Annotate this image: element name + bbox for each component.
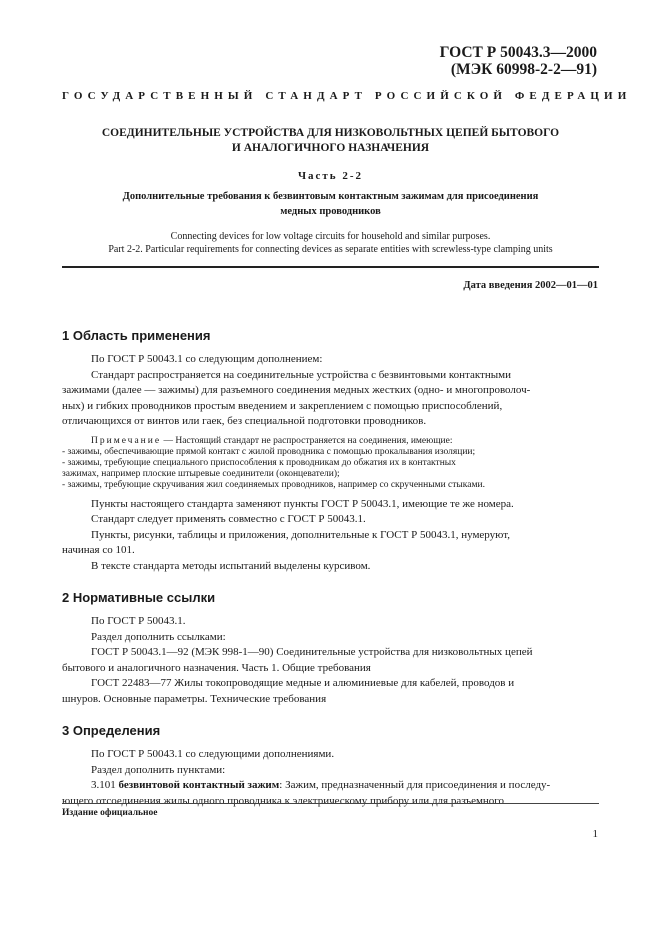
paragraph: По ГОСТ Р 50043.1 со следующим дополнением: <box>91 353 323 365</box>
paragraph: ГОСТ Р 50043.1—92 (МЭК 998-1—90) Соединительные устройства для низковольтных цепей <box>91 646 533 658</box>
paragraph: По ГОСТ Р 50043.1 со следующими дополнениями. <box>91 748 335 760</box>
subtitle-line-1: Дополнительные требования к безвинтовым контактным зажимам для присоединения <box>122 191 539 202</box>
definition-text: : Зажим, предназначенный для присоединения и последу- <box>279 779 551 791</box>
footer-divider <box>62 803 599 804</box>
page-number: 1 <box>592 828 598 840</box>
paragraph: ющего отсоединения жилы одного проводника к электрическому прибору или для разъемного <box>62 794 505 807</box>
section-2-heading: 2 Нормативные ссылки <box>62 590 216 605</box>
paragraph: По ГОСТ Р 50043.1. <box>91 615 186 627</box>
title-divider <box>62 266 599 268</box>
paragraph: ГОСТ 22483—77 Жилы токопроводящие медные и алюминиевые для кабелей, проводов и <box>91 677 515 689</box>
definition-number: 3.101 <box>91 779 119 791</box>
paragraph: Стандарт распространяется на соединительные устройства с безвинтовыми контактными <box>91 368 511 381</box>
note-item: зажимах, например плоские штыревые соединители (оконцеватели); <box>62 468 340 479</box>
paragraph: ных) и гибких проводников простым введением и закреплением с помощью приспособлений, <box>62 399 503 412</box>
standard-number: ГОСТ Р 50043.3—2000 <box>439 44 597 61</box>
paragraph: Раздел дополнить ссылками: <box>91 630 226 643</box>
english-title <box>62 230 599 256</box>
section-1-heading: 1 Область применения <box>62 328 211 343</box>
paragraph: зажимами (далее — зажимы) для разъемного соединения медных жестких (одно- и многопроволоч- <box>62 384 531 396</box>
note-label: Примечание <box>91 435 162 446</box>
note-item: - зажимы, обеспечивающие прямой контакт с жилой проводника с помощью прокалывания изоляции; <box>62 446 476 457</box>
paragraph: Раздел дополнить пунктами: <box>91 763 226 776</box>
title-line-2: И АНАЛОГИЧНОГО НАЗНАЧЕНИЯ <box>231 142 430 154</box>
standard-number-block <box>440 44 597 78</box>
note-item: - зажимы, требующие скручивания жил соединяемых проводников, например со скрученными стыками. <box>62 479 485 490</box>
part-label: Часть 2-2 <box>297 170 364 182</box>
paragraph: Пункты, рисунки, таблицы и приложения, дополнительные к ГОСТ Р 50043.1, нумеруют, <box>91 528 510 541</box>
english-title-line-2: Part 2-2. Particular requirements for connecting devices as separate entities with screwless-type clamping units <box>108 244 553 255</box>
paragraph: бытового и аналогичного назначения. Часть 1. Общие требования <box>62 661 371 674</box>
definition-term: безвинтовой контактный зажим <box>118 779 280 791</box>
section-3-heading: 3 Определения <box>62 723 161 738</box>
document-title <box>62 126 599 156</box>
official-edition-label: Издание официальное <box>62 808 158 818</box>
paragraph: Пункты настоящего стандарта заменяют пункты ГОСТ Р 50043.1, имеющие те же номера. <box>91 497 514 510</box>
paragraph: начиная со 101. <box>62 544 135 556</box>
subtitle-line-2: медных проводников <box>280 206 381 217</box>
document-subtitle <box>62 189 599 219</box>
paragraph: В тексте стандарта методы испытаний выделены курсивом. <box>91 559 371 572</box>
definition-paragraph <box>91 778 598 794</box>
paragraph: Стандарт следует применять совместно с ГОСТ Р 50043.1. <box>91 513 366 525</box>
state-standard-heading: ГОСУДАРСТВЕННЫЙ СТАНДАРТ РОССИЙСКОЙ ФЕДЕРАЦИИ <box>62 90 632 102</box>
paragraph: шнуров. Основные параметры. Технические требования <box>62 692 327 705</box>
note-item: - зажимы, требующие специального приспособления к проводникам до обжатия их в контактных <box>62 457 456 468</box>
introduction-date: Дата введения 2002—01—01 <box>463 280 598 291</box>
note-intro: — Настоящий стандарт не распространяется на соединения, имеющие: <box>161 435 453 446</box>
title-line-1: СОЕДИНИТЕЛЬНЫЕ УСТРОЙСТВА ДЛЯ НИЗКОВОЛЬТНЫХ ЦЕПЕЙ БЫТОВОГО <box>101 127 560 139</box>
paragraph: отличающихся от винтов или гаек, без специальной подготовки проводников. <box>62 415 427 427</box>
english-title-line-1: Connecting devices for low voltage circuits for household and similar purposes. <box>170 231 491 242</box>
iec-number: (МЭК 60998-2-2—91) <box>450 61 597 78</box>
note-block <box>62 435 598 491</box>
document-body <box>62 326 598 809</box>
